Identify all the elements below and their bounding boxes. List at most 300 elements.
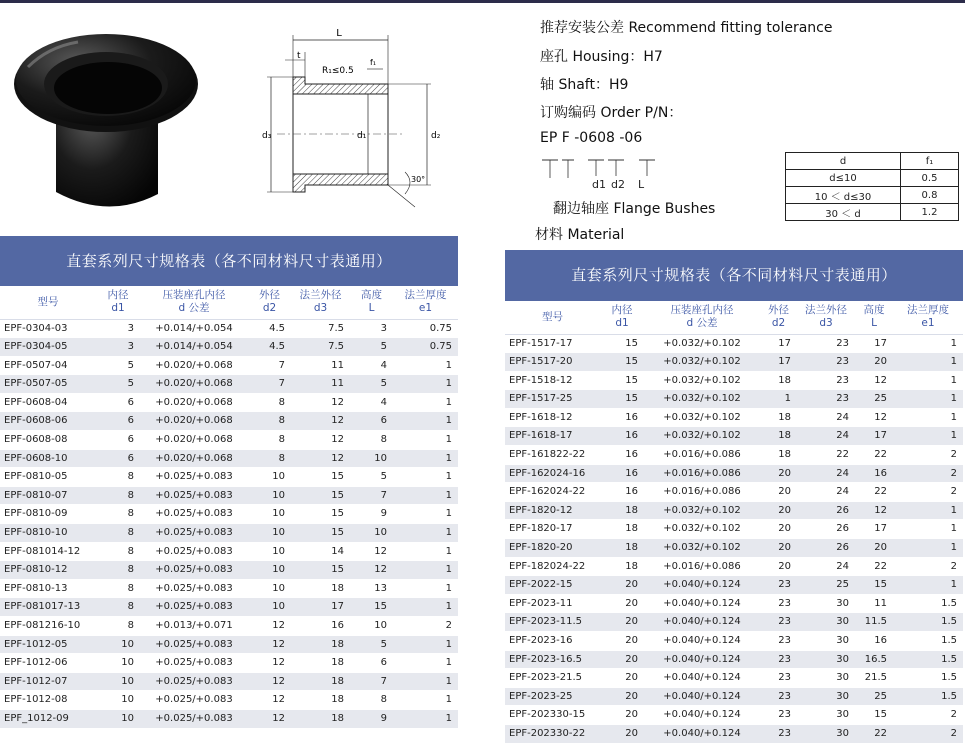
table-row [505, 632, 963, 651]
table-cell: +0.040/+0.124 [644, 687, 760, 706]
table-cell: 24 [797, 408, 855, 427]
column-header [291, 286, 350, 319]
left-table-grid [0, 286, 458, 729]
table-cell: 6 [96, 449, 140, 468]
table-cell: 1 [760, 390, 797, 409]
table-cell: 8 [248, 449, 291, 468]
column-header-symbol: d2 [771, 317, 786, 330]
model-cell: EPF-2023-16.5 [505, 650, 600, 669]
table-cell: +0.013/+0.071 [140, 617, 248, 636]
table-cell: 23 [797, 334, 855, 353]
table-cell: 1 [393, 654, 458, 673]
table-cell: 20 [760, 501, 797, 520]
table-cell: +0.016/+0.086 [644, 446, 760, 465]
dim-t: t [297, 51, 301, 61]
model-cell: EPF-0810-07 [0, 486, 96, 505]
table-cell: 23 [797, 353, 855, 372]
table-cell: 6 [96, 393, 140, 412]
table-cell: 10 [248, 505, 291, 524]
column-header-symbol: d3 [313, 302, 328, 315]
table-cell: 8 [96, 598, 140, 617]
table-cell: 16 [291, 617, 350, 636]
table-cell: 3 [350, 319, 393, 338]
table-cell: 12 [291, 412, 350, 431]
table-cell: 16 [600, 464, 644, 483]
cross-section-drawing [255, 22, 455, 222]
table-cell: +0.040/+0.124 [644, 669, 760, 688]
column-header-name: 法兰外径 [299, 289, 342, 302]
table-cell: 12 [291, 431, 350, 450]
table-cell: 1 [393, 561, 458, 580]
table-cell: 15 [855, 576, 893, 595]
table-cell: 18 [291, 691, 350, 710]
dim-d1: d₁ [357, 131, 367, 141]
table-row [505, 594, 963, 613]
table-cell: 7 [248, 375, 291, 394]
table-row [0, 356, 458, 375]
table-cell: 17 [855, 520, 893, 539]
table-cell: 0.75 [393, 319, 458, 338]
table-row [505, 353, 963, 372]
table-cell: 1 [893, 539, 963, 558]
table-row [505, 464, 963, 483]
table-cell: 1 [393, 486, 458, 505]
table-row [0, 486, 458, 505]
table-cell: 10 [248, 561, 291, 580]
table-row [505, 669, 963, 688]
table-row [0, 505, 458, 524]
table-row [505, 446, 963, 465]
column-header-name: 法兰厚度 [404, 289, 447, 302]
table-cell: +0.020/+0.068 [140, 412, 248, 431]
table-cell: 15 [350, 598, 393, 617]
model-cell: EPF-162024-22 [505, 483, 600, 502]
column-header [893, 301, 963, 334]
table-cell: 10 [96, 635, 140, 654]
table-cell: 3 [96, 338, 140, 357]
table-cell: 5 [96, 356, 140, 375]
table-cell: 8 [248, 393, 291, 412]
table-cell: 1 [393, 468, 458, 487]
table-row [0, 672, 458, 691]
table-cell: 23 [760, 669, 797, 688]
table-cell: 18 [291, 709, 350, 728]
table-cell: +0.025/+0.083 [140, 709, 248, 728]
table-cell: 4 [350, 393, 393, 412]
right-table-title: 直套系列尺寸规格表（各不同材料尺寸表通用） [505, 250, 963, 301]
table-cell: 2 [893, 446, 963, 465]
table-row [0, 579, 458, 598]
column-header [600, 301, 644, 334]
column-header-name: 型号 [37, 295, 59, 308]
tol-cell: 10 ＜ d≤30 [786, 187, 901, 204]
table-cell: 12 [248, 709, 291, 728]
table-cell: 20 [600, 632, 644, 651]
column-header-symbol: d3 [819, 317, 833, 330]
model-cell: EPF-2023-11.5 [505, 613, 600, 632]
table-cell: 26 [797, 501, 855, 520]
model-cell: EPF-0304-03 [0, 319, 96, 338]
material-label: 材料 Material [535, 227, 625, 243]
table-cell: +0.020/+0.068 [140, 356, 248, 375]
table-cell: 1 [893, 576, 963, 595]
table-cell: 20 [760, 464, 797, 483]
table-cell: 2 [393, 617, 458, 636]
table-cell: 1 [893, 390, 963, 409]
tol-cell: 30 ＜ d [786, 204, 901, 221]
table-cell: 1.5 [893, 613, 963, 632]
model-cell: EPF-0507-04 [0, 356, 96, 375]
model-cell: EPF-1012-05 [0, 635, 96, 654]
table-row [0, 449, 458, 468]
table-cell: 18 [291, 635, 350, 654]
table-cell: 12 [248, 617, 291, 636]
model-cell: EPF-1618-12 [505, 408, 600, 427]
table-cell: 6 [96, 412, 140, 431]
table-cell: 13 [350, 579, 393, 598]
table-row [0, 431, 458, 450]
table-cell: 10 [96, 691, 140, 710]
shaft-label: 轴 Shaft：H9 [540, 77, 629, 93]
column-header-symbol: d 公差 [686, 317, 718, 330]
table-cell: +0.040/+0.124 [644, 650, 760, 669]
table-cell: 18 [291, 654, 350, 673]
table-cell: 1 [393, 542, 458, 561]
table-cell: 24 [797, 483, 855, 502]
dim-d2: d₂ [431, 131, 441, 141]
table-cell: 10 [96, 654, 140, 673]
table-cell: 6 [350, 654, 393, 673]
table-row [505, 520, 963, 539]
table-cell: 10 [96, 672, 140, 691]
table-cell: +0.025/+0.083 [140, 468, 248, 487]
table-row [0, 338, 458, 357]
table-cell: 20 [855, 539, 893, 558]
table-cell: 12 [350, 561, 393, 580]
model-cell: EPF_1012-09 [0, 709, 96, 728]
table-cell: 26 [797, 539, 855, 558]
table-cell: 15 [291, 468, 350, 487]
table-cell: 1.5 [893, 650, 963, 669]
table-cell: 8 [96, 617, 140, 636]
table-cell: +0.025/+0.083 [140, 598, 248, 617]
table-cell: +0.020/+0.068 [140, 431, 248, 450]
table-cell: +0.025/+0.083 [140, 635, 248, 654]
table-cell: 23 [760, 613, 797, 632]
table-cell: 22 [855, 724, 893, 743]
table-cell: +0.025/+0.083 [140, 654, 248, 673]
table-cell: 10 [248, 598, 291, 617]
table-cell: 30 [797, 594, 855, 613]
column-header-symbol: L [871, 317, 877, 330]
left-table-title: 直套系列尺寸规格表（各不同材料尺寸表通用） [0, 236, 458, 286]
table-cell: 15 [291, 561, 350, 580]
table-cell: +0.040/+0.124 [644, 724, 760, 743]
table-cell: 9 [350, 505, 393, 524]
column-header [0, 286, 96, 319]
table-cell: 15 [291, 505, 350, 524]
dim-f: f₁ [370, 58, 377, 67]
table-cell: 10 [350, 524, 393, 543]
table-cell: 30 [797, 687, 855, 706]
table-cell: 30 [797, 724, 855, 743]
table-cell: 2 [893, 483, 963, 502]
table-cell: 8 [248, 431, 291, 450]
table-cell: 20 [600, 576, 644, 595]
table-cell: +0.025/+0.083 [140, 691, 248, 710]
table-cell: 1 [893, 371, 963, 390]
table-cell: 20 [600, 687, 644, 706]
table-cell: 1 [393, 691, 458, 710]
table-cell: 12 [350, 542, 393, 561]
column-header-symbol: d 公差 [178, 302, 210, 315]
table-cell: 26 [797, 520, 855, 539]
table-cell: 12 [855, 371, 893, 390]
table-cell: +0.032/+0.102 [644, 371, 760, 390]
table-cell: 7 [248, 356, 291, 375]
table-cell: 16 [600, 483, 644, 502]
table-cell: 20 [600, 613, 644, 632]
table-cell: 1 [393, 431, 458, 450]
model-cell: EPF-161822-22 [505, 446, 600, 465]
table-cell: 7 [350, 672, 393, 691]
table-cell: 5 [350, 338, 393, 357]
tol-cell: 0.8 [901, 187, 959, 204]
table-row [0, 542, 458, 561]
tol-cell: 0.5 [901, 170, 959, 187]
table-row [505, 390, 963, 409]
table-cell: 20 [600, 650, 644, 669]
table-cell: 8 [96, 542, 140, 561]
table-cell: 20 [600, 594, 644, 613]
column-header-symbol: e1 [418, 302, 433, 315]
table-cell: 22 [797, 446, 855, 465]
model-cell: EPF-0507-05 [0, 375, 96, 394]
model-cell: EPF-0304-05 [0, 338, 96, 357]
table-cell: +0.025/+0.083 [140, 505, 248, 524]
model-cell: EPF-0608-04 [0, 393, 96, 412]
column-header-symbol: d1 [111, 302, 125, 315]
tol-header-d: d [786, 153, 901, 170]
column-header [96, 286, 140, 319]
table-cell: 12 [291, 449, 350, 468]
table-cell: 8 [350, 691, 393, 710]
table-cell: 8 [96, 579, 140, 598]
table-cell: +0.020/+0.068 [140, 393, 248, 412]
table-cell: +0.032/+0.102 [644, 520, 760, 539]
table-cell: 16 [855, 464, 893, 483]
table-cell: 22 [855, 483, 893, 502]
table-cell: 15 [855, 706, 893, 725]
column-header-name: 内径 [611, 304, 633, 317]
table-row [505, 724, 963, 743]
table-cell: 7 [350, 486, 393, 505]
table-cell: +0.025/+0.083 [140, 542, 248, 561]
table-cell: 21.5 [855, 669, 893, 688]
table-cell: 1.5 [893, 632, 963, 651]
column-header-name: 内径 [107, 289, 129, 302]
table-row [505, 613, 963, 632]
model-cell: EPF-1012-06 [0, 654, 96, 673]
model-cell: EPF-1518-12 [505, 371, 600, 390]
dim-angle: 30° [411, 175, 426, 184]
table-cell: +0.040/+0.124 [644, 706, 760, 725]
table-cell: 1.5 [893, 669, 963, 688]
table-row [0, 524, 458, 543]
model-cell: EPF-1820-17 [505, 520, 600, 539]
column-header-symbol: d1 [615, 317, 629, 330]
table-cell: 15 [600, 353, 644, 372]
table-cell: 8 [96, 561, 140, 580]
table-cell: +0.032/+0.102 [644, 427, 760, 446]
table-cell: 1 [393, 524, 458, 543]
model-cell: EPF-2022-15 [505, 576, 600, 595]
table-cell: 23 [760, 687, 797, 706]
column-header-name: 外径 [259, 289, 280, 302]
table-cell: 0.75 [393, 338, 458, 357]
table-cell: 20 [600, 724, 644, 743]
table-cell: 10 [248, 542, 291, 561]
table-cell: 6 [96, 431, 140, 450]
table-cell: 5 [350, 468, 393, 487]
table-cell: +0.040/+0.124 [644, 576, 760, 595]
table-cell: 11 [855, 594, 893, 613]
table-cell: 3 [96, 319, 140, 338]
table-cell: 8 [350, 431, 393, 450]
table-row [0, 598, 458, 617]
table-cell: 4.5 [248, 338, 291, 357]
table-cell: 4 [350, 356, 393, 375]
model-cell: EPF-202330-15 [505, 706, 600, 725]
table-cell: 18 [600, 520, 644, 539]
column-header-name: 法兰外径 [805, 304, 847, 317]
table-cell: 20 [760, 539, 797, 558]
model-cell: EPF-081216-10 [0, 617, 96, 636]
tolerance-table [785, 152, 959, 221]
table-cell: 18 [600, 557, 644, 576]
column-header [505, 301, 600, 334]
dim-d3: d₃ [262, 131, 272, 141]
table-cell: 23 [760, 706, 797, 725]
table-cell: 5 [96, 375, 140, 394]
table-cell: 23 [760, 576, 797, 595]
table-row [505, 483, 963, 502]
model-cell: EPF-0810-10 [0, 524, 96, 543]
table-cell: +0.040/+0.124 [644, 594, 760, 613]
table-row [0, 393, 458, 412]
table-cell: 20 [855, 353, 893, 372]
table-cell: 15 [600, 371, 644, 390]
table-cell: 11.5 [855, 613, 893, 632]
table-cell: 18 [760, 371, 797, 390]
table-cell: 16 [600, 408, 644, 427]
table-cell: 18 [291, 672, 350, 691]
table-cell: 1 [393, 393, 458, 412]
table-cell: 1 [393, 356, 458, 375]
table-cell: 5 [350, 635, 393, 654]
table-cell: +0.016/+0.086 [644, 557, 760, 576]
table-cell: 1 [893, 427, 963, 446]
table-cell: +0.016/+0.086 [644, 464, 760, 483]
table-cell: 1 [393, 635, 458, 654]
model-cell: EPF-1517-17 [505, 334, 600, 353]
table-cell: 23 [760, 594, 797, 613]
table-cell: +0.040/+0.124 [644, 613, 760, 632]
top-border [0, 0, 965, 3]
model-cell: EPF-2023-11 [505, 594, 600, 613]
table-cell: 8 [96, 505, 140, 524]
table-cell: 18 [291, 579, 350, 598]
table-row [0, 319, 458, 338]
table-cell: +0.025/+0.083 [140, 524, 248, 543]
column-header-name: 压装座孔内径 [162, 289, 226, 302]
table-cell: 8 [96, 524, 140, 543]
table-cell: 1 [393, 598, 458, 617]
table-cell: 1.5 [893, 687, 963, 706]
table-cell: 11 [291, 356, 350, 375]
table-row [0, 709, 458, 728]
table-row [0, 468, 458, 487]
table-row [505, 687, 963, 706]
table-cell: 16 [600, 427, 644, 446]
table-cell: 17 [760, 334, 797, 353]
model-cell: EPF-1618-17 [505, 427, 600, 446]
table-cell: 18 [760, 408, 797, 427]
model-cell: EPF-2023-21.5 [505, 669, 600, 688]
table-cell: +0.025/+0.083 [140, 486, 248, 505]
model-cell: EPF-0810-05 [0, 468, 96, 487]
table-cell: 1 [393, 579, 458, 598]
table-row [505, 427, 963, 446]
table-cell: 22 [855, 557, 893, 576]
table-cell: +0.032/+0.102 [644, 539, 760, 558]
table-cell: +0.025/+0.083 [140, 561, 248, 580]
table-cell: +0.025/+0.083 [140, 579, 248, 598]
column-header [140, 286, 248, 319]
table-cell: +0.020/+0.068 [140, 375, 248, 394]
table-cell: 8 [248, 412, 291, 431]
table-cell: 2 [893, 706, 963, 725]
table-cell: 16 [600, 446, 644, 465]
table-cell: 24 [797, 464, 855, 483]
model-cell: EPF-1012-07 [0, 672, 96, 691]
column-header-symbol: e1 [921, 317, 935, 330]
table-cell: 1 [393, 449, 458, 468]
column-header [644, 301, 760, 334]
table-cell: 1 [393, 505, 458, 524]
table-cell: +0.032/+0.102 [644, 501, 760, 520]
table-cell: 15 [291, 524, 350, 543]
table-cell: 1 [393, 412, 458, 431]
table-cell: 20 [600, 706, 644, 725]
table-row [0, 617, 458, 636]
model-cell: EPF-202330-22 [505, 724, 600, 743]
table-cell: 24 [797, 427, 855, 446]
table-cell: 18 [600, 539, 644, 558]
table-cell: 25 [797, 576, 855, 595]
table-cell: 23 [760, 632, 797, 651]
left-spec-table [0, 236, 458, 729]
column-header [393, 286, 458, 319]
table-cell: +0.040/+0.124 [644, 632, 760, 651]
table-cell: 1 [893, 501, 963, 520]
model-cell: EPF-0608-10 [0, 449, 96, 468]
table-cell: +0.032/+0.102 [644, 334, 760, 353]
model-cell: EPF-182024-22 [505, 557, 600, 576]
table-cell: 25 [855, 687, 893, 706]
table-row [0, 561, 458, 580]
table-cell: 30 [797, 632, 855, 651]
